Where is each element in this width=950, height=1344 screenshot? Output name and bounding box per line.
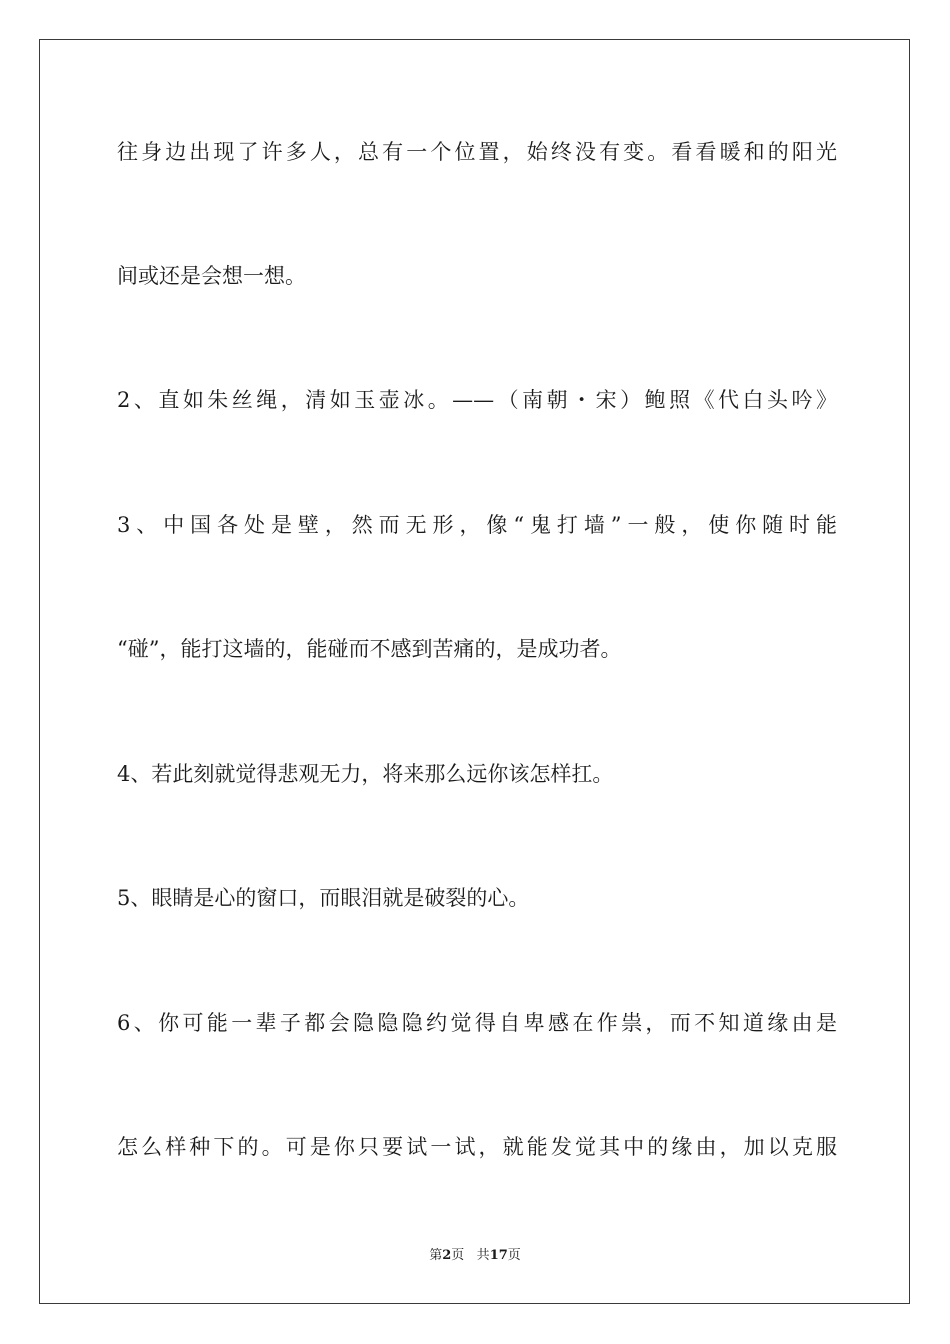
page-footer (0, 1247, 950, 1265)
footer-page-word: 页 (451, 1248, 465, 1263)
footer-prefix: 第 (429, 1248, 443, 1263)
footer-current-page: 2 (442, 1248, 452, 1263)
footer-total-pages: 17 (489, 1248, 508, 1263)
text-line-3: 2、直如朱丝绳，清如玉壶冰。——（南朝・宋）鲍照《代白头吟》 (117, 388, 837, 412)
text-line-7: 5、眼睛是心的窗口，而眼泪就是破裂的心。 (117, 886, 530, 910)
text-line-2: 间或还是会想一想。 (117, 264, 306, 288)
page-frame (39, 39, 910, 1304)
text-line-9: 怎么样种下的。可是你只要试一试，就能发觉其中的缘由，加以克服 (117, 1135, 837, 1159)
text-line-1: 往身边出现了许多人，总有一个位置，始终没有变。看看暖和的阳光 (117, 140, 837, 164)
text-line-5: “碰”，能打这墙的，能碰而不感到苦痛的，是成功者。 (117, 637, 622, 661)
text-line-4: 3、中国各处是壁，然而无形，像“鬼打墙”一般，使你随时能 (117, 513, 837, 537)
text-line-6: 4、若此刻就觉得悲观无力，将来那么远你该怎样扛。 (117, 762, 614, 786)
footer-total-prefix: 共 (476, 1248, 490, 1263)
text-line-8: 6、你可能一辈子都会隐隐隐约觉得自卑感在作祟，而不知道缘由是 (117, 1011, 837, 1035)
footer-total-suffix: 页 (507, 1248, 521, 1263)
